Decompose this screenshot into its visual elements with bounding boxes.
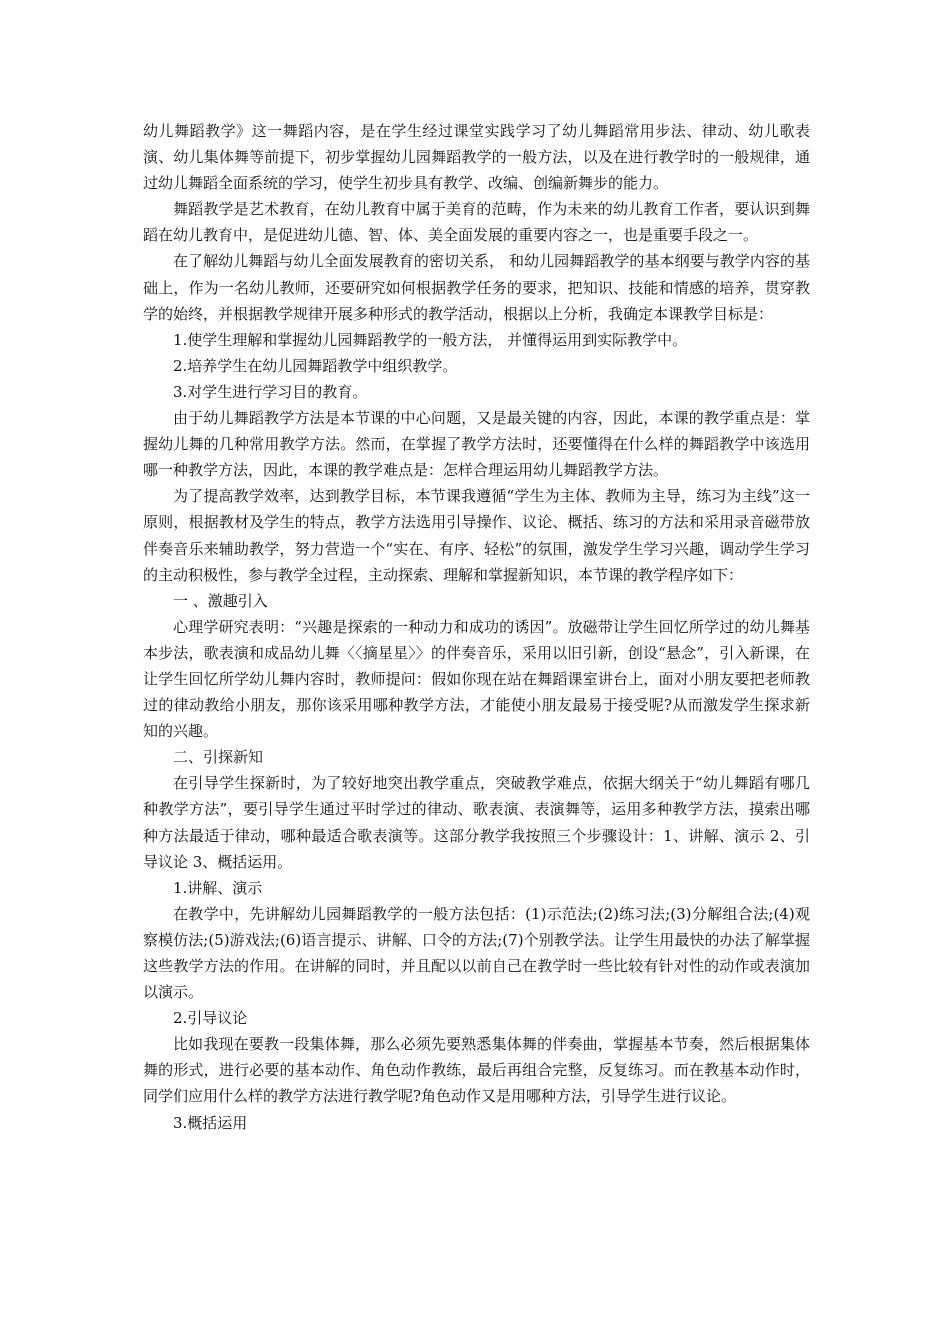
list-item-goal-3: 3.对学生进行学习目的教育。: [173, 382, 368, 401]
section-heading-1: 一 、激趣引入: [173, 591, 268, 610]
paragraph-explain-demonstrate: 在教学中，先讲解幼儿园舞蹈教学的一般方法包括：(1)示范法;(2)练习法;(3)分解组合法;(4)观察模仿法;(5)游戏法;(6)语言提示、讲解、口令的方法;(7)个别教学法。让学生用最快的办法了解掌握这些教学方法的作用。在讲解的同时，并且配以以前自己在教学时一些比较有针对性的动作或表演加以演示。: [143, 904, 810, 1002]
paragraph-dance-education: 舞蹈教学是艺术教育，在幼儿教育中属于美育的范畴，作为未来的幼儿教育工作者，要认识到舞蹈在幼儿教育中，是促进幼儿德、智、体、美全面发展的重要内容之一，也是重要手段之一。: [143, 200, 810, 245]
paragraph-teaching-methods: 为了提高教学效率，达到教学目标，本节课我遵循“学生为主体、教师为主导，练习为主线”这一原则，根据教材及学生的特点，教学方法选用引导操作、议论、概括、练习的方法和采用录音磁带放伴奏音乐来辅助教学，努力营造一个“实在、有序、轻松”的氛围，激发学生学习兴趣，调动学生学习的主动积极性，参与教学全过程，主动探索、理解和掌握新知识，本节课的教学程序如下：: [143, 487, 810, 584]
subheading-explain-demonstrate: 1.讲解、演示: [173, 878, 263, 897]
paragraph-teaching-goals-intro: 在了解幼儿舞蹈与幼儿全面发展教育的密切关系， 和幼儿园舞蹈教学的基本纲要与教学内容的基础上，作为一名幼儿教师，还要研究如何根据教学任务的要求，把知识、技能和情感的培养，贯穿教学的始终，并根据教学规律开展多种形式的教学活动，根据以上分析，我确定本课教学目标是：: [143, 252, 810, 323]
subheading-summarize-apply: 3.概括运用: [173, 1113, 248, 1132]
subheading-guided-discussion: 2.引导议论: [173, 1009, 248, 1028]
paragraph-key-and-difficult-points: 由于幼儿舞蹈教学方法是本节课的中心问题，又是最关键的内容，因此，本课的教学重点是：掌握幼儿舞的几种常用教学方法。然而，在掌握了教学方法时，还要懂得在什么样的舞蹈教学中该选用哪一种教学方法，因此，本课的教学难点是：怎样合理运用幼儿舞蹈教学方法。: [143, 409, 810, 480]
paragraph-section-2: 在引导学生探新时，为了较好地突出教学重点，突破教学难点，依据大纲关于“幼儿舞蹈有哪几种教学方法”，要引导学生通过平时学过的律动、歌表演、表演舞等，运用多种教学方法，摸索出哪种方法最适于律动，哪种最适合歌表演等。这部分教学我按照三个步骤设计：1、讲解、演示 2、引导议论 3、概括运用。: [143, 774, 810, 871]
paragraph-section-1: 心理学研究表明：“兴趣是探索的一种动力和成功的诱因”。放磁带让学生回忆所学过的幼儿舞基本步法，歌表演和成品幼儿舞〈〈摘星星〉〉的伴奏音乐，采用以旧引新，创设“悬念”，引入新课，在让学生回忆所学幼儿舞内容时，教师提问：假如你现在站在舞蹈课室讲台上，面对小朋友要把老师教过的律动教给小朋友，那你该采用哪种教学方法，才能使小朋友最易于接受呢?从而激发学生探求新知的兴趣。: [143, 617, 810, 741]
paragraph-intro-continued: 幼儿舞蹈教学》这一舞蹈内容，是在学生经过课堂实践学习了幼儿舞蹈常用步法、律动、幼儿歌表演、幼儿集体舞等前提下，初步掌握幼儿园舞蹈教学的一般方法，以及在进行教学时的一般规律，通过幼儿舞蹈全面系统的学习，使学生初步具有教学、改编、创编新舞步的能力。: [143, 122, 810, 193]
list-item-goal-1: 1.使学生理解和掌握幼儿园舞蹈教学的一般方法， 并懂得运用到实际教学中。: [173, 330, 688, 349]
paragraph-guided-discussion: 比如我现在要教一段集体舞，那么必须先要熟悉集体舞的伴奏曲，掌握基本节奏，然后根据集体舞的形式，进行必要的基本动作、角色动作教练，最后再组合完整，反复练习。而在教基本动作时，同学们应用什么样的教学方法进行教学呢?角色动作又是用哪种方法，引导学生进行议论。: [143, 1035, 810, 1106]
document-body: [143, 118, 810, 1136]
list-item-goal-2: 2.培养学生在幼儿园舞蹈教学中组织教学。: [173, 356, 458, 375]
section-heading-2: 二、引探新知: [173, 748, 264, 767]
